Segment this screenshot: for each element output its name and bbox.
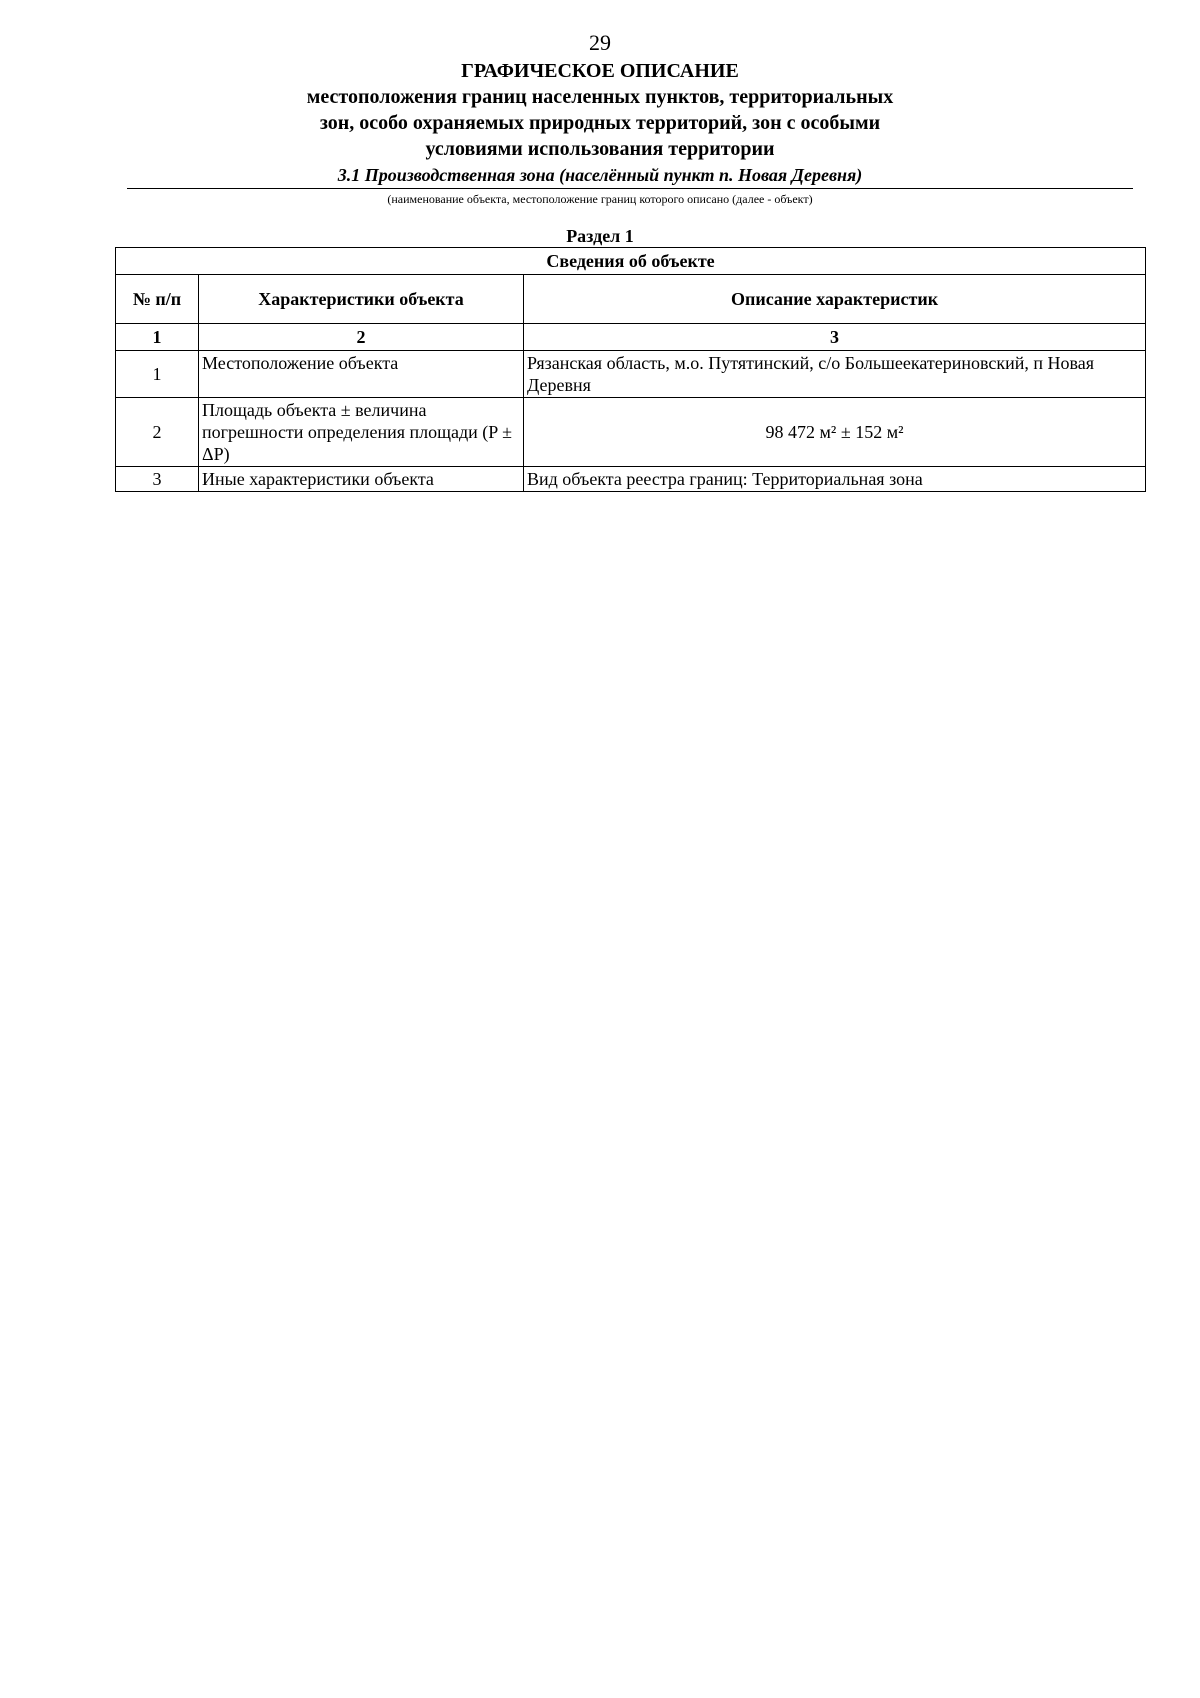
row-description: 98 472 м² ± 152 м² — [524, 398, 1146, 467]
column-number-row — [116, 324, 1146, 351]
title-line-1: ГРАФИЧЕСКОЕ ОПИСАНИЕ — [461, 60, 739, 82]
header-description: Описание характеристик — [524, 275, 1146, 324]
title-line-2: местоположения границ населенных пунктов, территориальных — [306, 86, 894, 108]
row-description: Вид объекта реестра границ: Территориальная зона — [524, 467, 1146, 492]
row-characteristic: Площадь объекта ± величина погрешности определения площади (P ± ΔP) — [199, 398, 524, 467]
object-name-note: (наименование объекта, местоположение границ которого описано (далее - объект) — [387, 192, 813, 206]
table-caption: Сведения об объекте — [116, 248, 1146, 275]
object-info-table — [115, 247, 1146, 492]
row-characteristic: Местоположение объекта — [199, 351, 524, 398]
page-number: 29 — [589, 30, 611, 55]
object-name-underline — [127, 188, 1133, 189]
table-row — [116, 467, 1146, 492]
table-caption-row — [116, 248, 1146, 275]
row-description: Рязанская область, м.о. Путятинский, с/о Большеекатериновский, п Новая Деревня — [524, 351, 1146, 398]
table-header-row — [116, 275, 1146, 324]
section-title: Раздел 1 — [566, 226, 634, 246]
title-line-4: условиями использования территории — [425, 138, 775, 160]
column-number-3: 3 — [524, 324, 1146, 351]
row-number: 1 — [116, 351, 199, 398]
row-characteristic: Иные характеристики объекта — [199, 467, 524, 492]
table-row — [116, 398, 1146, 467]
row-number: 2 — [116, 398, 199, 467]
column-number-2: 2 — [199, 324, 524, 351]
title-line-3: зон, особо охраняемых природных территорий, зон с особыми — [319, 112, 881, 134]
header-number: № п/п — [116, 275, 199, 324]
table-row — [116, 351, 1146, 398]
row-number: 3 — [116, 467, 199, 492]
header-characteristic: Характеристики объекта — [199, 275, 524, 324]
document-title — [0, 58, 1200, 162]
column-number-1: 1 — [116, 324, 199, 351]
object-name: 3.1 Производственная зона (населённый пункт п. Новая Деревня) — [337, 165, 863, 185]
